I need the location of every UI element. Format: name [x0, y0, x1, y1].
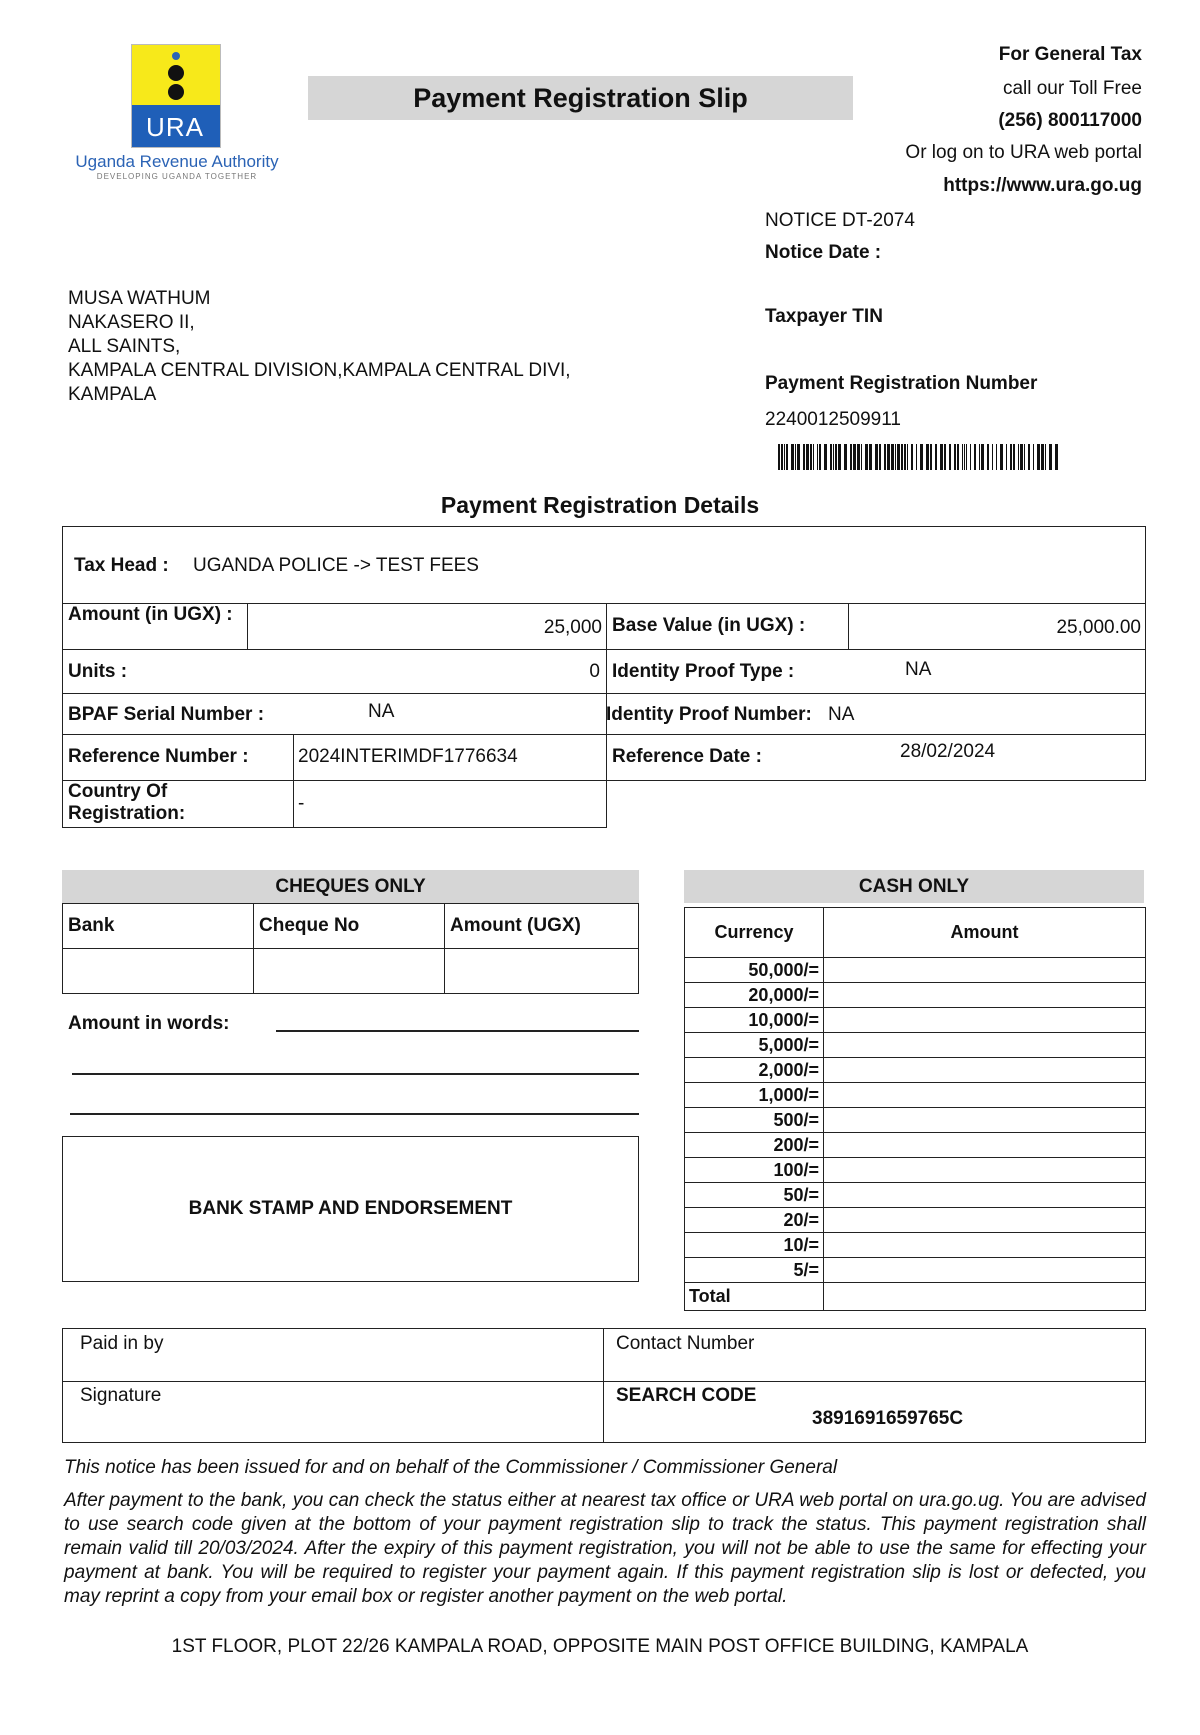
id-type-label: Identity Proof Type : — [612, 661, 795, 682]
address-line-1: MUSA WATHUM — [68, 288, 211, 309]
amount-words-line-2 — [72, 1073, 639, 1075]
office-address: 1ST FLOOR, PLOT 22/26 KAMPALA ROAD, OPPOSITE MAIN POST OFFICE BUILDING, KAMPALA — [171, 1636, 1029, 1657]
base-value-value: 25,000.00 — [1056, 617, 1141, 638]
cash-table — [684, 907, 1146, 1311]
denomination-label: 50,000/= — [685, 958, 824, 983]
denomination-amount-cell[interactable] — [824, 1208, 1146, 1233]
denomination-label: 5/= — [685, 1258, 824, 1283]
denomination-amount-cell[interactable] — [824, 1258, 1146, 1283]
paid-in-by-label: Paid in by — [80, 1333, 164, 1354]
cash-title: CASH ONLY — [684, 870, 1144, 903]
id-number-value: NA — [828, 704, 855, 725]
denomination-label: 5,000/= — [685, 1033, 824, 1058]
denomination-amount-cell[interactable] — [824, 1083, 1146, 1108]
contact-url[interactable]: https://www.ura.go.ug — [943, 175, 1142, 196]
id-number-label: Identity Proof Number: — [606, 704, 812, 725]
units-label: Units : — [68, 661, 128, 682]
base-value-label: Base Value (in UGX) : — [612, 615, 806, 636]
ref-number-value: 2024INTERIMDF1776634 — [298, 746, 518, 767]
cash-row — [685, 1233, 1146, 1258]
total-label: Total — [685, 1283, 824, 1311]
country-value-cell — [293, 780, 607, 828]
amount-value: 25,000 — [543, 617, 602, 638]
cash-row — [685, 1008, 1146, 1033]
denomination-amount-cell[interactable] — [824, 1058, 1146, 1083]
ref-number-label: Reference Number : — [68, 746, 249, 767]
currency-column: Currency — [685, 908, 824, 958]
logo-initials: URA — [146, 112, 204, 142]
contact-line-4: Or log on to URA web portal — [905, 142, 1142, 163]
notice-date-label: Notice Date : — [765, 242, 882, 263]
denomination-label: 200/= — [685, 1133, 824, 1158]
contact-phone: (256) 800117000 — [998, 110, 1142, 131]
cash-row — [685, 1033, 1146, 1058]
denomination-amount-cell[interactable] — [824, 1008, 1146, 1033]
taxpayer-tin-label: Taxpayer TIN — [765, 306, 883, 327]
denomination-label: 20,000/= — [685, 983, 824, 1008]
contact-number-label: Contact Number — [616, 1333, 755, 1354]
cash-row — [685, 1183, 1146, 1208]
signature-label: Signature — [80, 1385, 162, 1406]
address-line-2: NAKASERO II, — [68, 312, 195, 333]
payment-instructions: After payment to the bank, you can check the status either at nearest tax office or URA web portal on ura.go.ug. You are advised to use search code given at the bottom of your payment registration slip to track the status. This payment registration shall remain valid till 20/03/2024. After the expiry of this payment registration, you will not be able to use the same for effecting your payment at bank. You will be required to register your payment again. If this payment registration slip is lost or defected, you may reprint a copy from your email box or register another payment on the web portal. — [64, 1490, 1146, 1607]
denomination-amount-cell[interactable] — [824, 1158, 1146, 1183]
details-title: Payment Registration Details — [440, 492, 760, 518]
total-amount-cell[interactable] — [824, 1283, 1146, 1311]
bank-column: Bank — [68, 915, 115, 936]
notice-id: NOTICE DT-2074 — [765, 210, 915, 231]
amount-words-line-1 — [276, 1030, 639, 1032]
cash-row — [685, 1133, 1146, 1158]
denomination-label: 50/= — [685, 1183, 824, 1208]
cash-row — [685, 1058, 1146, 1083]
denomination-amount-cell[interactable] — [824, 1133, 1146, 1158]
address-line-4: KAMPALA CENTRAL DIVISION,KAMPALA CENTRAL DIVI, — [68, 360, 571, 381]
issued-note: This notice has been issued for and on behalf of the Commissioner / Commissioner General — [64, 1457, 838, 1478]
denomination-amount-cell[interactable] — [824, 1108, 1146, 1133]
address-line-5: KAMPALA — [68, 384, 157, 405]
denomination-label: 10/= — [685, 1233, 824, 1258]
contact-line-1: For General Tax — [998, 44, 1142, 65]
amount-column: Amount — [824, 908, 1146, 958]
search-code-label: SEARCH CODE — [616, 1385, 757, 1406]
cheques-title: CHEQUES ONLY — [62, 870, 639, 903]
tax-head-value: UGANDA POLICE -> TEST FEES — [193, 555, 479, 576]
denomination-amount-cell[interactable] — [824, 1033, 1146, 1058]
amount-words-line-3 — [70, 1113, 639, 1115]
cash-row — [685, 958, 1146, 983]
bpaf-value: NA — [368, 701, 395, 722]
cash-row — [685, 1208, 1146, 1233]
denomination-label: 20/= — [685, 1208, 824, 1233]
bpaf-label: BPAF Serial Number : — [68, 704, 265, 725]
denomination-amount-cell[interactable] — [824, 958, 1146, 983]
denomination-label: 100/= — [685, 1158, 824, 1183]
prn-label: Payment Registration Number — [765, 373, 1038, 394]
ref-date-label: Reference Date : — [612, 746, 762, 767]
country-value: - — [298, 793, 305, 814]
denomination-label: 2,000/= — [685, 1058, 824, 1083]
country-label-2: Registration: — [68, 803, 186, 824]
tax-head-label: Tax Head : — [74, 555, 169, 576]
id-type-value: NA — [905, 659, 932, 680]
barcode — [760, 442, 1075, 472]
denomination-amount-cell[interactable] — [824, 1233, 1146, 1258]
contact-line-2: call our Toll Free — [1002, 78, 1142, 99]
amount-in-words-label: Amount in words: — [68, 1013, 230, 1034]
page-title: Payment Registration Slip — [308, 76, 853, 120]
cash-row — [685, 1258, 1146, 1283]
cheque-amount-entry-cell[interactable] — [444, 948, 639, 994]
cheque-no-column: Cheque No — [259, 915, 360, 936]
cheque-no-entry-cell[interactable] — [253, 948, 445, 994]
cash-row — [685, 1108, 1146, 1133]
cash-row — [685, 983, 1146, 1008]
denomination-amount-cell[interactable] — [824, 1183, 1146, 1208]
units-value: 0 — [589, 661, 600, 682]
bank-entry-cell[interactable] — [62, 948, 254, 994]
logo-tagline: DEVELOPING UGANDA TOGETHER — [96, 172, 258, 181]
cheque-amount-column: Amount (UGX) — [450, 915, 581, 936]
denomination-amount-cell[interactable] — [824, 983, 1146, 1008]
denomination-label: 500/= — [685, 1108, 824, 1133]
prn-value: 2240012509911 — [765, 409, 901, 430]
country-label-1: Country Of — [68, 781, 168, 802]
amount-label: Amount (in UGX) : — [68, 604, 233, 625]
search-code-value: 3891691659765C — [812, 1408, 964, 1429]
denomination-label: 10,000/= — [685, 1008, 824, 1033]
cash-row — [685, 1158, 1146, 1183]
cash-row — [685, 1083, 1146, 1108]
ref-date-value: 28/02/2024 — [900, 741, 996, 762]
address-line-3: ALL SAINTS, — [68, 336, 181, 357]
bank-stamp-label: BANK STAMP AND ENDORSEMENT — [188, 1198, 513, 1219]
denomination-label: 1,000/= — [685, 1083, 824, 1108]
logo-name: Uganda Revenue Authority — [75, 152, 279, 171]
